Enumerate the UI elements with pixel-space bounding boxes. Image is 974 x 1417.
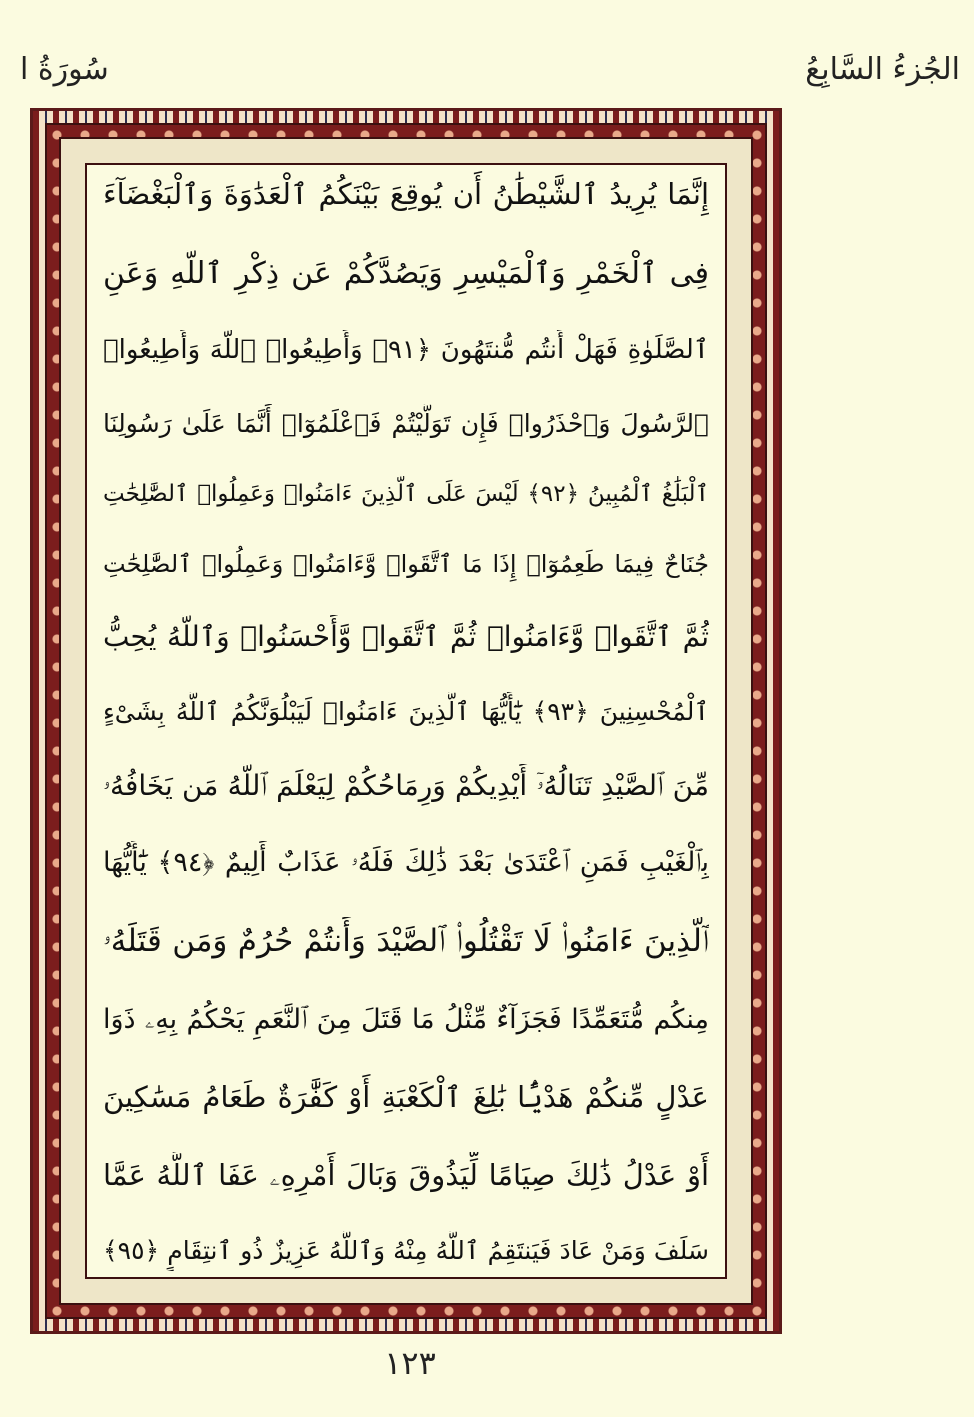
surah-title: سُورَةُ ا xyxy=(20,52,109,87)
text-line: سَلَفَ وَمَنْ عَادَ فَيَنتَقِمُ ٱللَّهُ مِنْهُ وَٱللَّهُ عَزِيزٌ ذُو ٱنتِقَامٍ ﴿٩٥﴾ xyxy=(103,1235,709,1265)
ornamental-inner-band xyxy=(59,137,753,1305)
text-line: بِٱلْغَيْبِ فَمَنِ ٱعْتَدَىٰ بَعْدَ ذَٰلِكَ فَلَهُۥ عَذَابٌ أَلِيمٌ ﴿٩٤﴾ يَٰٓأَيُّهَا xyxy=(103,847,709,879)
text-line: إِنَّمَا يُرِيدُ ٱلشَّيْطَٰنُ أَن يُوقِعَ بَيْنَكُمُ ٱلْعَدَٰوَةَ وَٱلْبَغْضَآءَ xyxy=(103,177,709,211)
text-panel xyxy=(85,163,727,1279)
text-line: عَدْلٍ مِّنكُمْ هَدْيًۢا بَٰلِغَ ٱلْكَعْبَةِ أَوْ كَفَّٰرَةٌ طَعَامُ مَسَٰكِينَ xyxy=(103,1079,709,1114)
text-line: ٱلَّذِينَ ءَامَنُوا۟ لَا تَقْتُلُوا۟ ٱلصَّيْدَ وَأَنتُمْ حُرُمٌ وَمَن قَتَلَهُۥ xyxy=(103,922,709,959)
text-line: ٱلْمُحْسِنِينَ ﴿٩٣﴾ يَٰٓأَيُّهَا ٱلَّذِينَ ءَامَنُوا۟ لَيَبْلُوَنَّكُمُ ٱللَّهُ بِشَىْءٍ xyxy=(103,697,709,727)
text-line: ٱلصَّلَوٰةِ فَهَلْ أَنتُم مُّنتَهُونَ ﴿٩١﴾ وَأَطِيعُوا۟ ٱللَّهَ وَأَطِيعُوا۟ xyxy=(103,334,709,365)
text-line: أَوْ عَدْلُ ذَٰلِكَ صِيَامًا لِّيَذُوقَ وَبَالَ أَمْرِهِۦ عَفَا ٱللَّهُ عَمَّا xyxy=(103,1158,709,1193)
ornamental-border xyxy=(30,108,782,1334)
text-line: فِى ٱلْخَمْرِ وَٱلْمَيْسِرِ وَيَصُدَّكُمْ عَن ذِكْرِ ٱللَّهِ وَعَنِ xyxy=(103,255,709,291)
text-line: ٱلْبَلَٰغُ ٱلْمُبِينُ ﴿٩٢﴾ لَيْسَ عَلَى ٱلَّذِينَ ءَامَنُوا۟ وَعَمِلُوا۟ ٱلصَّٰلِحَٰتِ xyxy=(103,480,709,507)
verse-lines xyxy=(103,171,709,1271)
text-line: جُنَاحٌ فِيمَا طَعِمُوٓا۟ إِذَا مَا ٱتَّقَوا۟ وَّءَامَنُوا۟ وَعَمِلُوا۟ ٱلصَّٰلِحَٰتِ xyxy=(103,549,709,578)
page-header xyxy=(20,52,960,102)
ornamental-band xyxy=(45,123,767,1319)
juz-title: الجُزءُ السَّابِعُ xyxy=(805,52,960,87)
text-line: ٱلرَّسُولَ وَٱحْذَرُوا۟ فَإِن تَوَلَّيْتُمْ فَٱعْلَمُوٓا۟ أَنَّمَا عَلَىٰ رَسُولِنَا xyxy=(103,408,709,438)
text-line: مِنكُم مُّتَعَمِّدًا فَجَزَآءٌ مِّثْلُ مَا قَتَلَ مِنَ ٱلنَّعَمِ يَحْكُمُ بِهِۦ ذَوَا xyxy=(103,1004,709,1036)
text-line: ثُمَّ ٱتَّقَوا۟ وَّءَامَنُوا۟ ثُمَّ ٱتَّقَوا۟ وَّأَحْسَنُوا۟ وَٱللَّهُ يُحِبُّ xyxy=(103,620,709,654)
page-number: ١٢٣ xyxy=(384,1344,436,1382)
text-line: مِّنَ ٱلصَّيْدِ تَنَالُهُۥٓ أَيْدِيكُمْ وَرِمَاحُكُمْ لِيَعْلَمَ ٱللَّهُ مَن يَخَافُهُۥ xyxy=(103,769,709,803)
